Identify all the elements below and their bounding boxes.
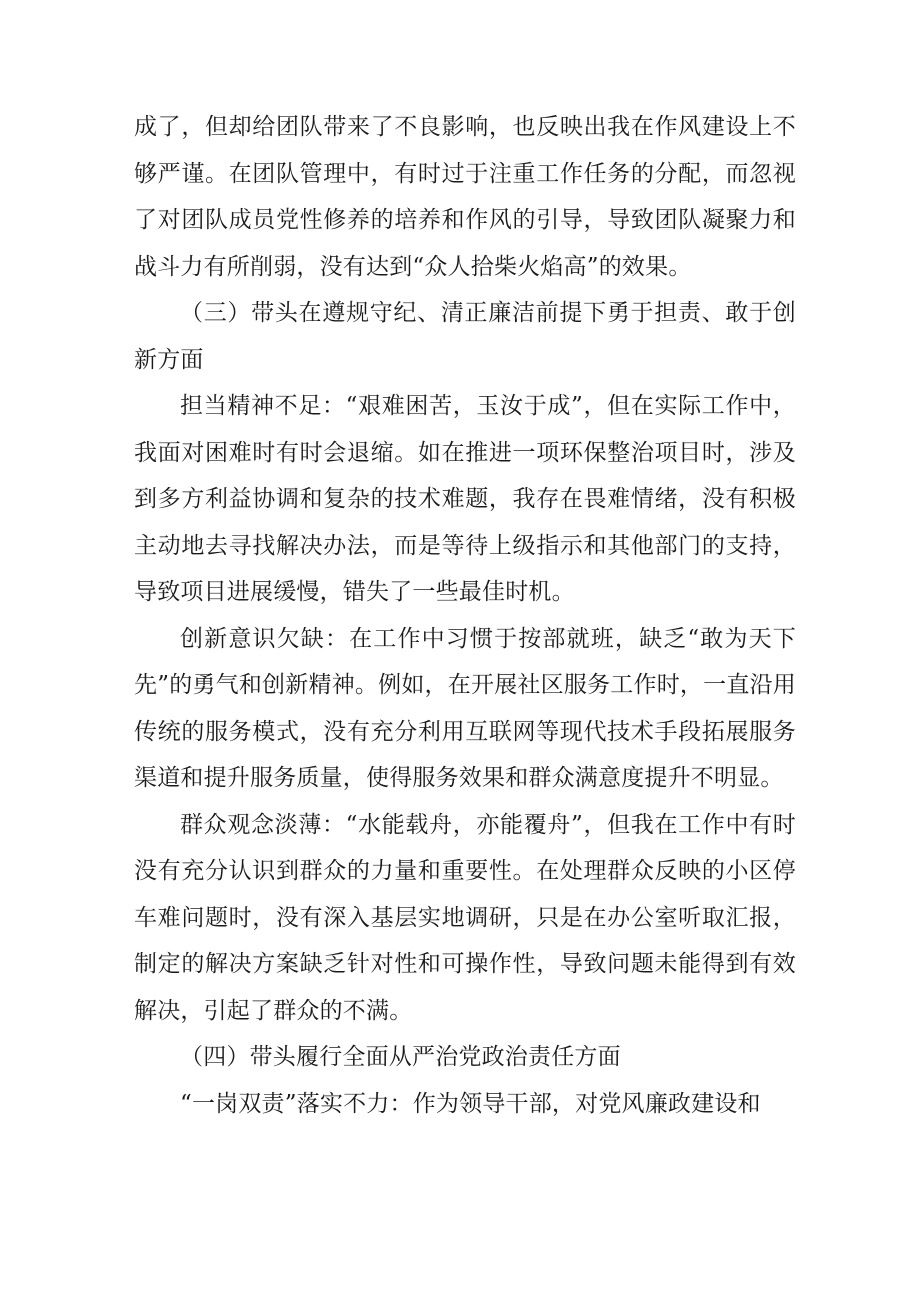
paragraph-masses: 群众观念淡薄：“水能载舟，亦能覆舟”，但我在工作中有时没有充分认识到群众的力量和重要性。在处理群众反映的小区停车难问题时，没有深入基层实地调研，只是在办公室听取汇报，制定的解决方案缺乏针对性和可操作性，导致问题未能得到有效解决，引起了群众的不满。 xyxy=(134,811,796,1024)
paragraph-responsibility: 担当精神不足：“艰难困苦，玉汝于成”，但在实际工作中，我面对困难时有时会退缩。如在推进一项环保整治项目时，涉及到多方利益协调和复杂的技术难题，我存在畏难情绪，没有积极主动地去寻找解决办法，而是等待上级指示和其他部门的支持，导致项目进展缓慢，错失了一些最佳时机。 xyxy=(134,393,796,605)
paragraph-innovation: 创新意识欠缺：在工作中习惯于按部就班，缺乏“敢为天下先”的勇气和创新精神。例如，在开展社区服务工作时，一直沿用传统的服务模式，没有充分利用互联网等现代技术手段拓展服务渠道和提升服务质量，使得服务效果和群众满意度提升不明显。 xyxy=(134,625,796,791)
section-heading-three: （三）带头在遵规守纪、清正廉洁前提下勇于担责、敢于创新方面 xyxy=(134,300,796,373)
paragraph-continuation: 成了，但却给团队带来了不良影响，也反映出我在作风建设上不够严谨。在团队管理中，有时过于注重工作任务的分配，而忽视了对团队成员党性修养的培养和作风的引导，导致团队凝聚力和战斗力有所削弱，没有达到“众人拾柴火焰高”的效果。 xyxy=(134,114,796,280)
paragraph-dual-duty: “一岗双责”落实不力：作为领导干部，对党风廉政建设和 xyxy=(180,1090,761,1117)
document-page xyxy=(134,104,796,1127)
section-heading-four: （四）带头履行全面从严治党政治责任方面 xyxy=(180,1044,621,1070)
